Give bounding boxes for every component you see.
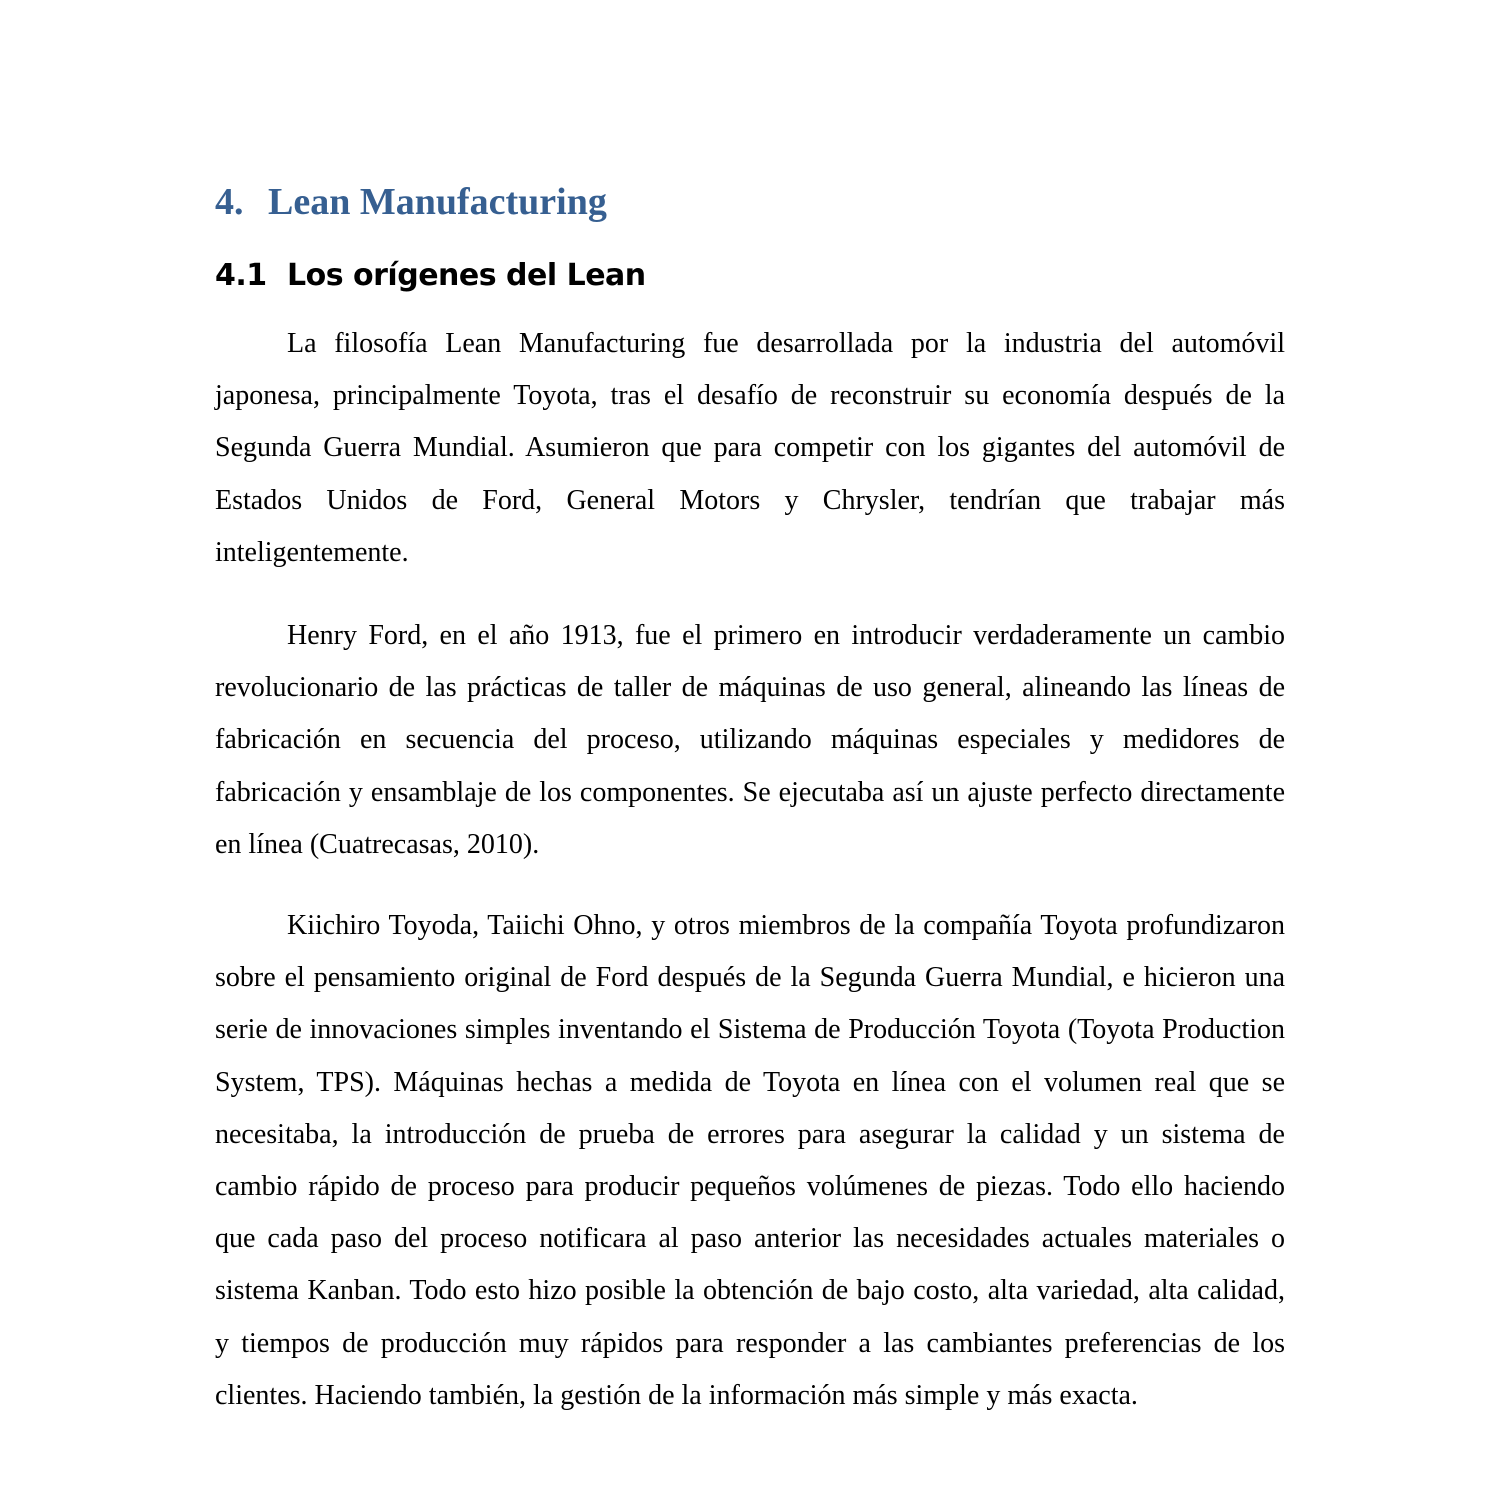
paragraph-origins: La filosofía Lean Manufacturing fue desarrollada por la industria del automóvil japonesa, principalmente Toyota, tras el desafío de reconstruir su economía después de la Segunda Guerra Mundial. Asumieron que para competir con los gigantes del automóvil de Estados Unidos de Ford, General Motors y Chrysler, tendrían que trabajar más inteligentemente. (215, 328, 1285, 568)
subsection-heading (215, 256, 646, 296)
paragraph-henry-ford: Henry Ford, en el año 1913, fue el primero en introducir verdaderamente un cambio revolucionario de las prácticas de taller de máquinas de uso general, alineando las líneas de fabricación en secuencia del proceso, utilizando máquinas especiales y medidores de fabricación y ensamblaje de los componentes. Se ejecutaba así un ajuste perfecto directamente en línea (Cuatrecasas, 2010). (215, 620, 1285, 860)
paragraph-toyota-tps: Kiichiro Toyoda, Taiichi Ohno, y otros miembros de la compañía Toyota profundizaron sobre el pensamiento original de Ford después de la Segunda Guerra Mundial, e hicieron una serie de innovaciones simples inventando el Sistema de Producción Toyota (Toyota Production System, TPS). Máquinas hechas a medida de Toyota en línea con el volumen real que se necesitaba, la introducción de prueba de errores para asegurar la calidad y un sistema de cambio rápido de proceso para producir pequeños volúmenes de piezas. Todo ello haciendo que cada paso del proceso notificara al paso anterior las necesidades actuales materiales o sistema Kanban. Todo esto hizo posible la obtención de bajo costo, alta variedad, alta calidad, y tiempos de producción muy rápidos para responder a las cambiantes preferencias de los clientes. Haciendo también, la gestión de la información más simple y más exacta. (215, 910, 1285, 1411)
subsection-title: Los orígenes del Lean (287, 258, 646, 293)
subsection-number: 4.1 (215, 258, 267, 293)
section-number: 4. (215, 181, 244, 223)
section-heading (215, 180, 607, 224)
section-title: Lean Manufacturing (268, 181, 607, 223)
